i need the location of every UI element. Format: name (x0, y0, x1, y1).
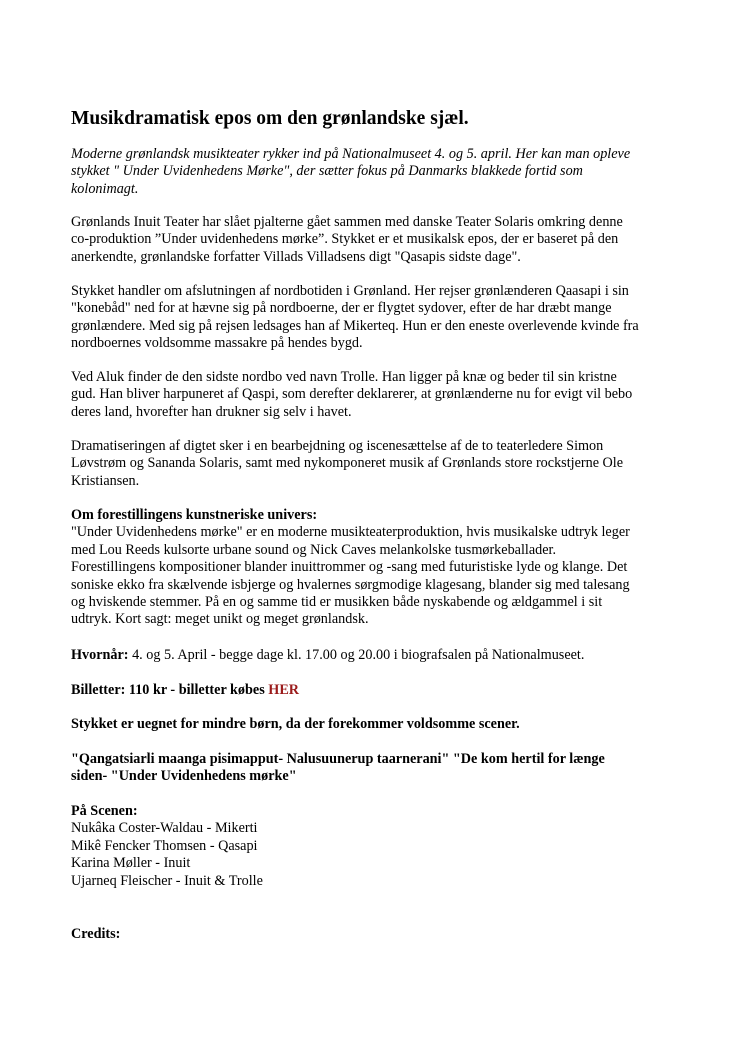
paragraph-line: Dramatiseringen af digtet sker i en bearbejdning og iscenesættelse af de to teaterledere Simon (71, 438, 604, 454)
paragraph-line: anerkendte, grønlandske forfatter Villads Villadsens digt "Qasapis sidste dage". (71, 248, 521, 265)
cast-heading: På Scenen: (71, 803, 138, 819)
article-title: Musikdramatisk epos om den grønlandske sjæl. (71, 108, 469, 129)
quote-line: siden- "Under Uvidenhedens mørke" (71, 768, 297, 785)
univers-line: "Under Uvidenhedens mørke" er en moderne musikteaterproduktion, hvis musikalske udtryk leger (71, 524, 630, 541)
section-univers (71, 507, 683, 629)
lead-line: stykket " Under Uvidenhedens Mørke", der sætter fokus på Danmarks blakkede fortid som (71, 163, 583, 180)
tickets-text: Billetter: 110 kr - billetter købes (71, 682, 269, 698)
quote (71, 751, 683, 786)
univers-line: med Lou Reeds kulsorte urbane sound og Nick Caves melankolske tusmørkeballader. (71, 541, 557, 558)
univers-line: soniske ekko fra skælvende isbjerge og hvalernes sørgmodige klagesang, blander sig med talesang (71, 576, 630, 593)
tickets-line (71, 682, 683, 699)
cast-member: Nukâka Coster-Waldau - Mikerti (71, 820, 258, 837)
when-text: 4. og 5. April - begge dage kl. 17.00 og 20.00 i biografsalen på Nationalmuseet. (128, 647, 585, 663)
cast-member: Mikê Fencker Thomsen - Qasapi (71, 837, 258, 854)
univers-line: udtryk. Kort sagt: meget unikt og meget grønlandsk. (71, 611, 369, 628)
paragraph-line: Løvstrøm og Sananda Solaris, samt med nykomponeret musik af Grønlands store rockstjerne Ole (71, 455, 624, 472)
paragraph-line: "konebåd" ned for at hævne sig på nordboerne, der er flygtet sydover, efter de har dræbt mange (71, 300, 612, 317)
cast-member: Ujarneq Fleischer - Inuit & Trolle (71, 872, 263, 889)
paragraph-line: Ved Aluk finder de den sidste nordbo ved navn Trolle. Han ligger på knæ og beder til sin kristne (71, 369, 617, 385)
article-lead (71, 146, 683, 198)
paragraph-line: nordboernes voldsomme massakre på hendes bygd. (71, 335, 363, 352)
credits-heading: Credits: (71, 926, 121, 942)
univers-line: og hviskende stemmer. På en og samme tid er musikken både nyskabende og ældgammel i sit (71, 594, 603, 611)
cast-member: Karina Møller - Inuit (71, 855, 191, 872)
univers-line: Forestillingens kompositioner blander inuittrommer og -sang med futuristiske lyde og klange. Det (71, 559, 628, 576)
tickets-link[interactable]: HER (268, 682, 300, 698)
age-warning (71, 716, 683, 733)
paragraph-line: Kristiansen. (71, 472, 140, 489)
cast-section (71, 803, 683, 890)
when-label: Hvornår: (71, 647, 129, 663)
paragraph-plot (71, 283, 683, 353)
paragraph-line: co-produktion ”Under uvidenhedens mørke”. Stykket er et musikalsk epos, der er baseret på den (71, 231, 619, 248)
paragraph-line: gud. Han bliver harpuneret af Qaspi, som derefter deklarerer, at grønlænderne nu for evigt vil bebo (71, 386, 633, 403)
when-line (71, 647, 683, 664)
lead-line: kolonimagt. (71, 180, 139, 197)
quote-line: "Qangatsiarli maanga pisimapput- Nalusuunerup taarnerani" "De kom hertil for længe (71, 751, 605, 767)
paragraph-line: grønlændere. Med sig på rejsen ledsages han af Mikerteq. Hun er den eneste overlevende kvinde fra (71, 317, 639, 334)
lead-line: Moderne grønlandsk musikteater rykker ind på Nationalmuseet 4. og 5. april. Her kan man opleve (71, 146, 631, 162)
paragraph-dramatization (71, 438, 683, 490)
paragraph-intro (71, 214, 683, 266)
paragraph-aluk (71, 369, 683, 421)
univers-heading: Om forestillingens kunstneriske univers: (71, 507, 318, 523)
paragraph-line: deres land, hvorefter han drukner sig selv i havet. (71, 403, 352, 420)
paragraph-line: Stykket handler om afslutningen af nordbotiden i Grønland. Her rejser grønlænderen Qaasapi i sin (71, 283, 629, 299)
warning-text: Stykket er uegnet for mindre børn, da der forekommer voldsomme scener. (71, 716, 520, 732)
credits-section (71, 926, 683, 943)
paragraph-line: Grønlands Inuit Teater har slået pjalterne gået sammen med danske Teater Solaris omkring denne (71, 214, 623, 230)
